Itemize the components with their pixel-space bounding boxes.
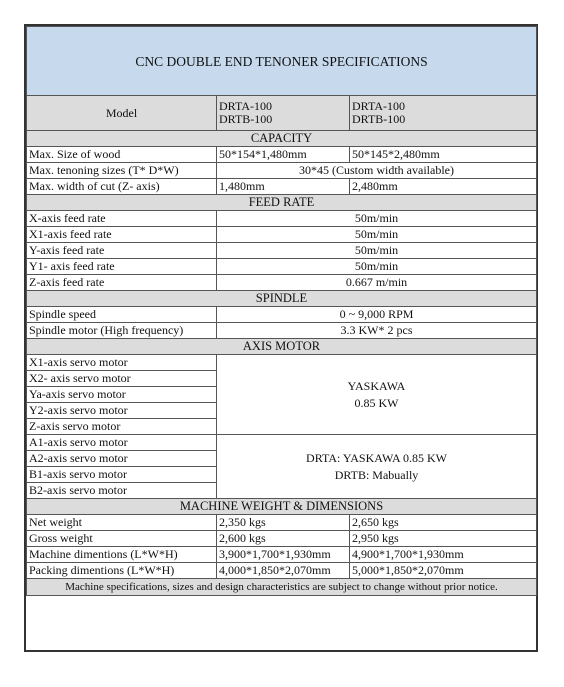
row-value: 30*45 (Custom width available) (217, 163, 537, 179)
row-value: 2,600 kgs (217, 531, 350, 547)
section-feed-rate: FEED RATE (27, 195, 537, 211)
table-row (27, 211, 537, 227)
table-row (27, 163, 537, 179)
row-value: 1,480mm (217, 179, 350, 195)
row-value: 4,000*1,850*2,070mm (217, 563, 350, 579)
row-value: 2,650 kgs (350, 515, 537, 531)
row-label: Y-axis feed rate (27, 243, 217, 259)
table-row (27, 179, 537, 195)
row-value: 3.3 KW* 2 pcs (217, 323, 537, 339)
table-title: CNC DOUBLE END TENONER SPECIFICATIONS (27, 27, 537, 96)
row-label: Spindle speed (27, 307, 217, 323)
spec-table (26, 26, 537, 596)
row-value: 50*154*1,480mm (217, 147, 350, 163)
axis-motor-group2-value (217, 435, 537, 499)
row-label: Packing dimentions (L*W*H) (27, 563, 217, 579)
row-label: Gross weight (27, 531, 217, 547)
footer-note: Machine specifications, sizes and design characteristics are subject to change without prior notice. (27, 579, 537, 596)
row-label: X2- axis servo motor (27, 371, 217, 387)
row-value: 2,480mm (350, 179, 537, 195)
row-value: 50*145*2,480mm (350, 147, 537, 163)
row-value: 50m/min (217, 243, 537, 259)
value-line: YASKAWA (347, 378, 406, 393)
row-label: B1-axis servo motor (27, 467, 217, 483)
row-value: 50m/min (217, 259, 537, 275)
table-row (27, 147, 537, 163)
row-value: 3,900*1,700*1,930mm (217, 547, 350, 563)
table-row (27, 563, 537, 579)
row-value: 50m/min (217, 227, 537, 243)
value-line: DRTA: YASKAWA 0.85 KW (306, 450, 447, 465)
model-col1 (217, 96, 350, 131)
model-row (27, 96, 537, 131)
model-col1-line1: DRTA-100 (219, 99, 272, 113)
table-row (27, 323, 537, 339)
row-value: 0 ~ 9,000 RPM (217, 307, 537, 323)
row-label: Max. tenoning sizes (T* D*W) (27, 163, 217, 179)
row-value: 0.667 m/min (217, 275, 537, 291)
row-label: Net weight (27, 515, 217, 531)
table-row (27, 547, 537, 563)
row-label: Max. width of cut (Z- axis) (27, 179, 217, 195)
row-label: Y1- axis feed rate (27, 259, 217, 275)
row-value: 4,900*1,700*1,930mm (350, 547, 537, 563)
row-label: Y2-axis servo motor (27, 403, 217, 419)
model-col2 (350, 96, 537, 131)
model-label: Model (27, 96, 217, 131)
model-col2-line2: DRTB-100 (352, 112, 406, 126)
row-label: Spindle motor (High frequency) (27, 323, 217, 339)
row-label: A2-axis servo motor (27, 451, 217, 467)
section-capacity: CAPACITY (27, 131, 537, 147)
row-label: Ya-axis servo motor (27, 387, 217, 403)
row-label: Z-axis servo motor (27, 419, 217, 435)
row-value: 2,350 kgs (217, 515, 350, 531)
value-line: DRTB: Mabually (334, 467, 419, 482)
model-col2-line1: DRTA-100 (352, 99, 405, 113)
table-row (27, 227, 537, 243)
table-row (27, 259, 537, 275)
table-row (27, 435, 537, 451)
row-value: 2,950 kgs (350, 531, 537, 547)
row-label: Machine dimentions (L*W*H) (27, 547, 217, 563)
table-row (27, 275, 537, 291)
row-label: X1-axis feed rate (27, 227, 217, 243)
table-row (27, 515, 537, 531)
row-value: 50m/min (217, 211, 537, 227)
section-axis-motor: AXIS MOTOR (27, 339, 537, 355)
table-row (27, 531, 537, 547)
row-label: B2-axis servo motor (27, 483, 217, 499)
row-label: A1-axis servo motor (27, 435, 217, 451)
table-row (27, 355, 537, 371)
row-value: 5,000*1,850*2,070mm (350, 563, 537, 579)
table-row (27, 307, 537, 323)
section-spindle: SPINDLE (27, 291, 537, 307)
value-line: 0.85 KW (354, 395, 399, 410)
row-label: Max. Size of wood (27, 147, 217, 163)
model-col1-line2: DRTB-100 (219, 112, 273, 126)
row-label: X-axis feed rate (27, 211, 217, 227)
table-row (27, 243, 537, 259)
axis-motor-group1-value (217, 355, 537, 435)
row-label: X1-axis servo motor (27, 355, 217, 371)
section-weight: MACHINE WEIGHT & DIMENSIONS (27, 499, 537, 515)
row-label: Z-axis feed rate (27, 275, 217, 291)
spec-sheet (24, 24, 538, 652)
